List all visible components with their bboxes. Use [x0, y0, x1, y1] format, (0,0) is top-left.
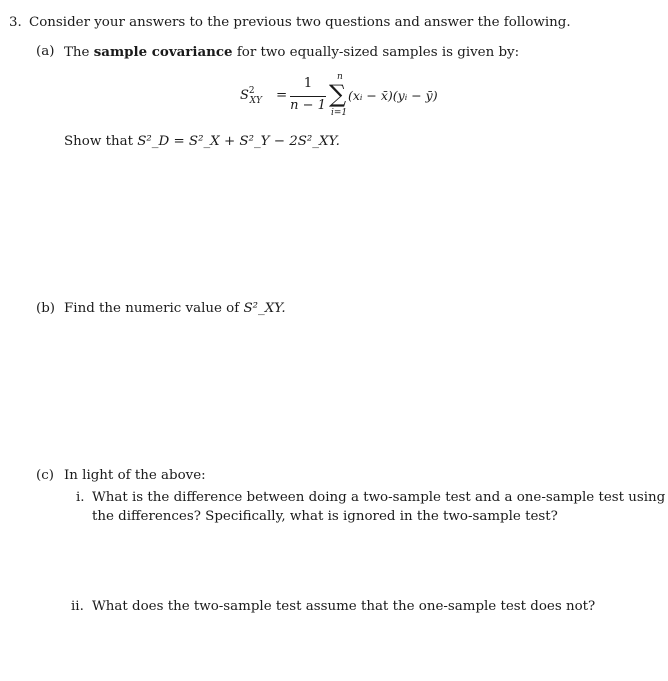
formula-fraction-bar [290, 96, 326, 97]
sum-upper-limit: n [337, 72, 343, 82]
question-number: 3. [9, 15, 22, 30]
part-a-label: (a) [36, 44, 55, 59]
part-c-item-i-line2: the differences? Specifically, what is ignored in the two-sample test? [92, 509, 558, 524]
part-c-item-i-line1: What is the difference between doing a two-sample test and a one-sample test using [92, 490, 666, 505]
part-c-intro: In light of the above: [64, 468, 206, 483]
formula-lhs: $S^2_{XY}$ [240, 86, 262, 106]
part-b-prompt: Find the numeric value of [64, 301, 240, 316]
part-c-item-i-label: i. [76, 490, 85, 505]
question-intro: Consider your answers to the previous two questions and answer the following. [29, 15, 571, 30]
part-a-text-after: for two equally-sized samples is given by: [236, 45, 520, 60]
sum-lower-limit: i=1 [331, 108, 348, 118]
part-b-text [64, 301, 286, 316]
sample-covariance-term: sample covariance [93, 44, 233, 60]
formula-equals: = [276, 88, 288, 103]
show-that-line [64, 134, 340, 149]
part-b-label: (b) [36, 301, 56, 316]
show-that-expression: S²_D = S²_X + S²_Y − 2S²_XY. [137, 134, 340, 149]
part-c-item-ii-line1: What does the two-sample test assume that the one-sample test does not? [92, 599, 596, 614]
part-a-text-before: The [64, 45, 90, 60]
formula-numerator: 1 [303, 76, 313, 91]
formula-summand: (xᵢ − x̄)(yᵢ − ȳ) [348, 88, 438, 103]
part-b-symbol: S²_XY. [243, 301, 286, 316]
part-c-item-ii-label: ii. [71, 599, 84, 614]
part-c-label: (c) [36, 468, 54, 483]
show-that-prefix: Show that [64, 134, 133, 149]
formula-denominator: n − 1 [290, 98, 326, 113]
sum-symbol: ∑ [329, 80, 347, 108]
part-a-text [64, 44, 519, 60]
